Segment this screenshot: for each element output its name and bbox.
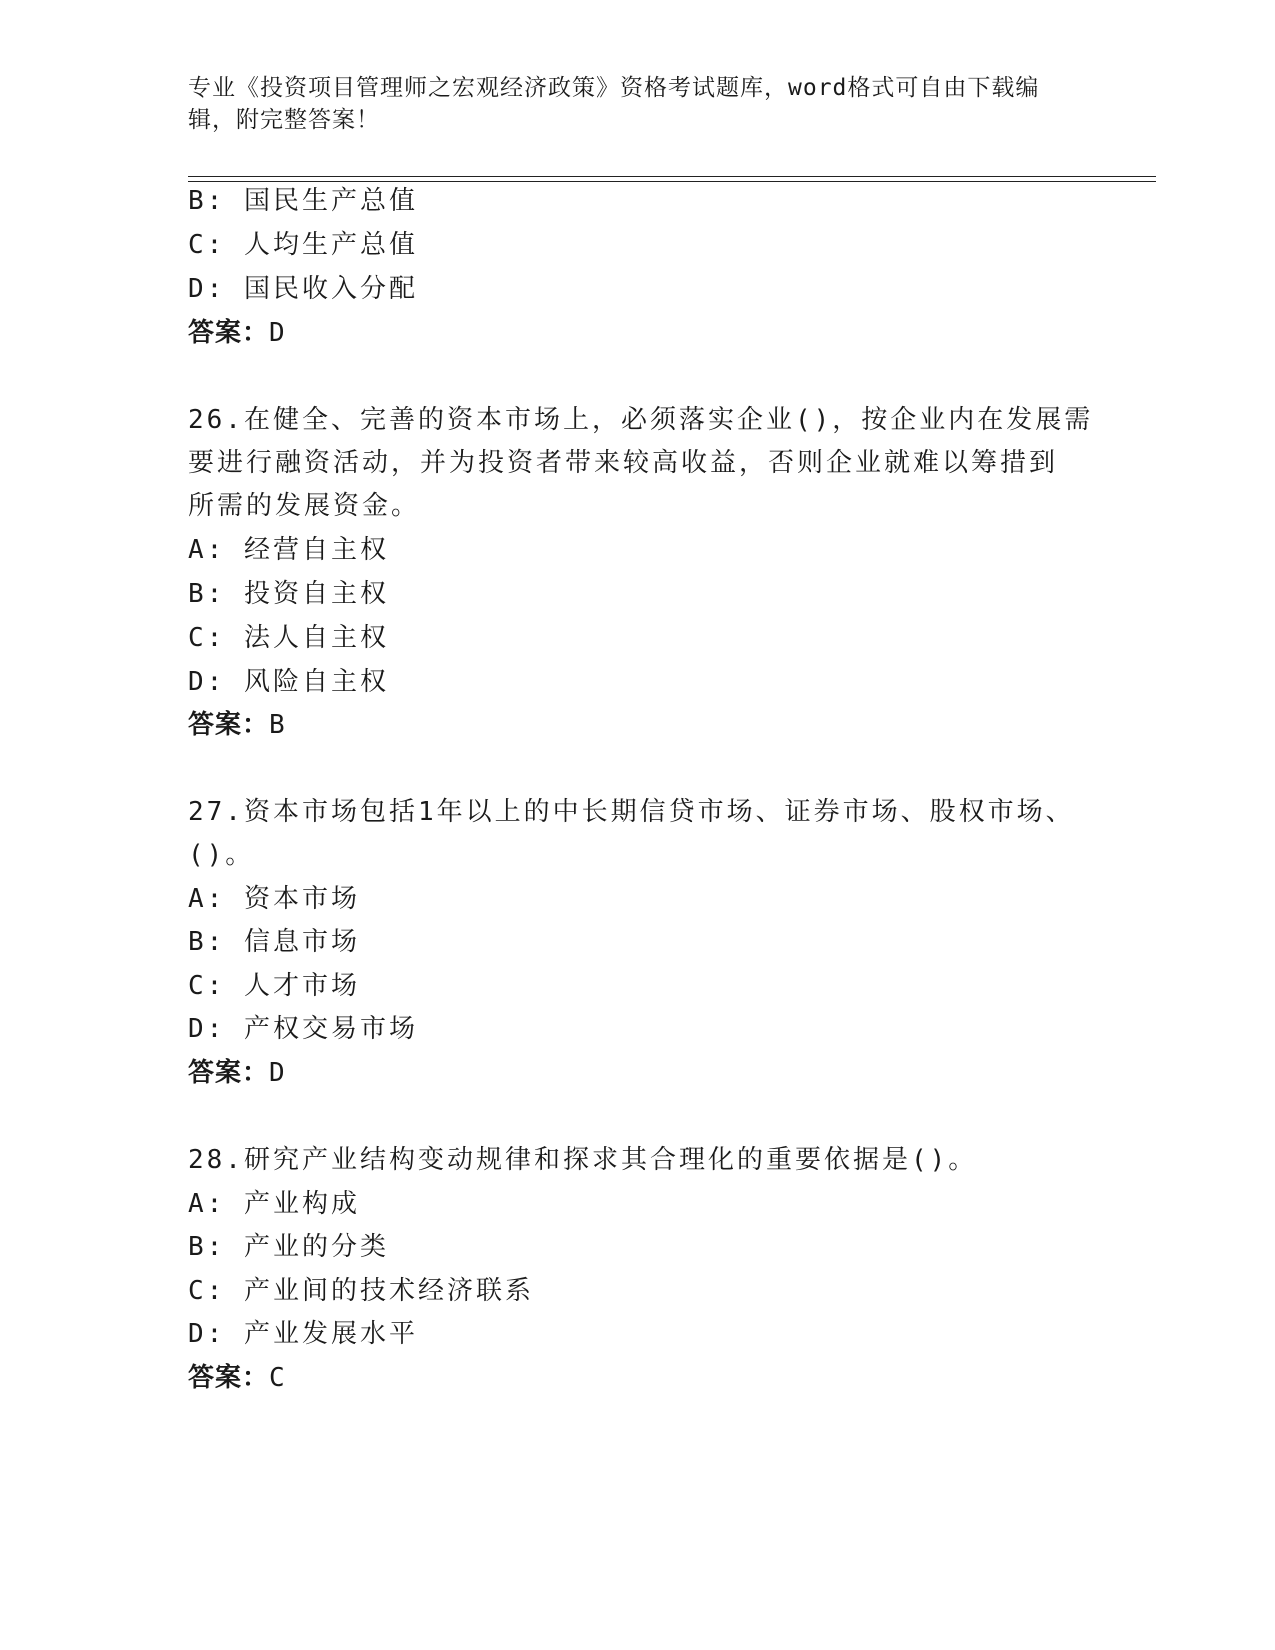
q26-stem-line-1: 26.在健全、完善的资本市场上，必须落实企业()，按企业内在发展需 — [188, 405, 1094, 435]
q26-option-c: C: 法人自主权 — [188, 623, 389, 653]
q26-answer — [188, 707, 288, 743]
q28-answer-label: 答案： — [188, 1363, 270, 1393]
q28-stem-line-1: 28.研究产业结构变动规律和探求其合理化的重要依据是()。 — [188, 1145, 978, 1175]
header-line-1: 专业《投资项目管理师之宏观经济政策》资格考试题库，word格式可自由下载编 — [188, 75, 1040, 101]
q27-answer-label: 答案： — [188, 1058, 270, 1088]
q25-option-c: C: 人均生产总值 — [188, 230, 418, 260]
header-line-2: 辑，附完整答案！ — [188, 107, 380, 133]
q27-option-d: D: 产权交易市场 — [188, 1014, 418, 1044]
q27-option-b: B: 信息市场 — [188, 927, 360, 957]
q26-option-d: D: 风险自主权 — [188, 667, 389, 697]
q25-option-b: B: 国民生产总值 — [188, 186, 418, 216]
q25-answer-label: 答案： — [188, 318, 270, 348]
q28-option-c: C: 产业间的技术经济联系 — [188, 1276, 534, 1306]
q28-option-a: A: 产业构成 — [188, 1189, 360, 1219]
q26-answer-label: 答案： — [188, 710, 270, 740]
q26-stem-line-2: 要进行融资活动，并为投资者带来较高收益，否则企业就难以筹措到 — [188, 448, 1059, 478]
q28-answer — [188, 1360, 288, 1396]
q26-option-b: B: 投资自主权 — [188, 579, 389, 609]
q27-option-c: C: 人才市场 — [188, 971, 360, 1001]
q28-answer-value: C — [269, 1363, 288, 1393]
q27-answer-value: D — [269, 1058, 288, 1088]
q26-answer-value: B — [269, 710, 288, 740]
q26-stem-line-3: 所需的发展资金。 — [188, 491, 421, 521]
q27-stem-line-1: 27.资本市场包括1年以上的中长期信贷市场、证券市场、股权市场、 — [188, 797, 1075, 827]
q25-answer-value: D — [269, 318, 288, 348]
q26-option-a: A: 经营自主权 — [188, 535, 389, 565]
header-divider-top — [188, 176, 1156, 177]
q25-answer — [188, 315, 288, 351]
q28-option-b: B: 产业的分类 — [188, 1232, 389, 1262]
q27-option-a: A: 资本市场 — [188, 884, 360, 914]
q28-option-d: D: 产业发展水平 — [188, 1319, 418, 1349]
q25-option-d: D: 国民收入分配 — [188, 274, 418, 304]
q27-answer — [188, 1055, 288, 1091]
page-header — [188, 72, 1068, 136]
header-divider-bottom — [188, 181, 1156, 182]
q27-stem-line-2: ()。 — [188, 840, 255, 870]
